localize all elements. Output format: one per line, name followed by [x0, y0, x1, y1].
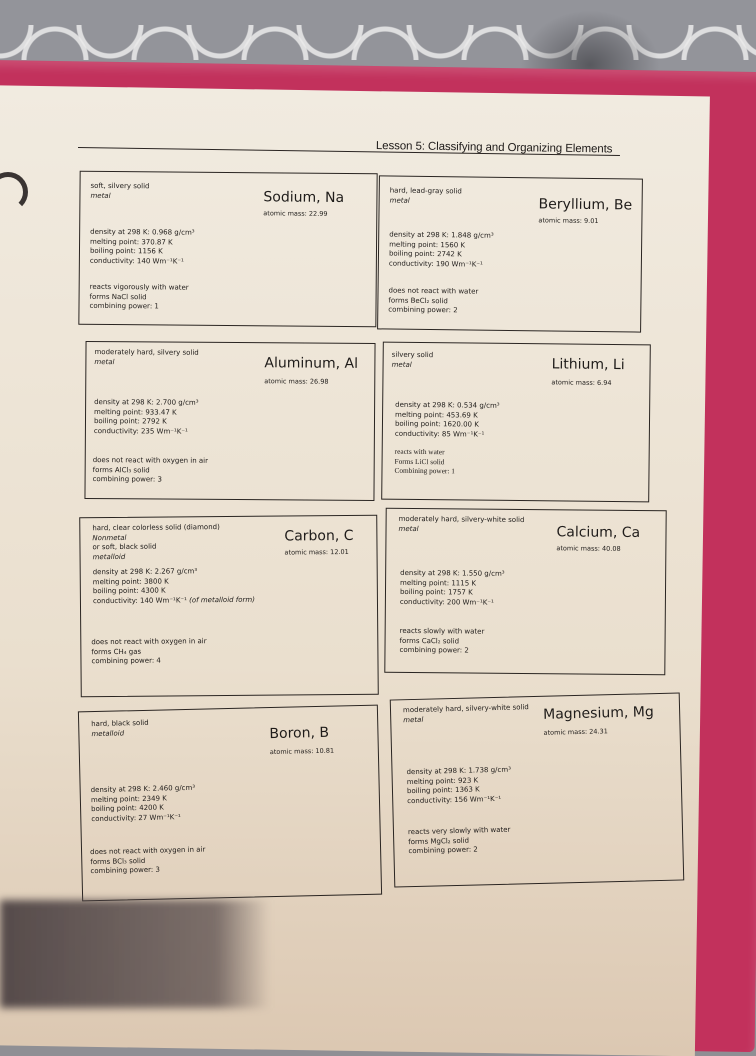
element-name: Aluminum, Al [264, 355, 359, 372]
appearance: hard, black solid [91, 718, 149, 729]
compound: forms AlCl₃ solid [92, 465, 150, 475]
boiling-point: boiling point: 1757 K [399, 588, 473, 597]
appearance: moderately hard, silvery-white solid [402, 703, 529, 715]
element-card-calcium [384, 508, 666, 675]
atomic-mass: atomic mass: 10.81 [269, 746, 335, 757]
classification: metalloid [91, 728, 125, 738]
conductivity: conductivity: 190 Wm⁻¹K⁻¹ [388, 259, 483, 269]
reactivity: reacts with water [394, 446, 445, 457]
density: density at 298 K: 1.550 g/cm³ [400, 568, 505, 578]
element-card-magnesium [390, 692, 685, 887]
physical-properties [395, 401, 500, 440]
element-name: Magnesium, Mg [542, 704, 654, 723]
density: density at 298 K: 1.738 g/cm³ [406, 765, 512, 777]
element-card-beryllium [377, 175, 643, 332]
melting-point: melting point: 1115 K [400, 578, 477, 588]
element-name: Calcium, Ca [556, 524, 641, 541]
physical-properties [90, 228, 195, 267]
atomic-mass: atomic mass: 12.01 [284, 547, 349, 557]
reactivity: does not react with water [388, 286, 479, 296]
boiling-point: boiling point: 4200 K [91, 803, 164, 814]
chemical-properties [90, 846, 206, 877]
compound: forms NaCl solid [89, 292, 147, 301]
chemical-properties [408, 826, 511, 857]
density: density at 298 K: 2.460 g/cm³ [90, 783, 196, 795]
combining-power: combining power: 2 [388, 305, 458, 315]
physical-properties [400, 569, 505, 608]
conductivity: conductivity: 27 Wm⁻¹K⁻¹ [91, 812, 181, 823]
appearance: silvery solid [391, 350, 434, 360]
combining-power: Combining power: 1 [394, 465, 455, 476]
appearance: hard, clear colorless solid (diamond) [92, 523, 220, 533]
physical-properties [389, 231, 494, 271]
card-description [392, 351, 434, 371]
melting-point: melting point: 3800 K [92, 577, 169, 586]
element-name: Lithium, Li [551, 356, 625, 374]
classification: Nonmetal [92, 533, 127, 542]
boiling-point: boiling point: 4300 K [92, 586, 166, 596]
classification-alt: metalloid [92, 552, 126, 561]
appearance-alt: or soft, black solid [92, 542, 157, 552]
atomic-mass: atomic mass: 24.31 [543, 727, 608, 737]
classification: metal [90, 191, 111, 200]
element-name: Carbon, C [284, 527, 354, 545]
page-title: Lesson 5: Classifying and Organizing Elements [375, 140, 613, 156]
chemical-properties [91, 637, 207, 667]
chemical-properties [394, 447, 455, 476]
combining-power: combining power: 1 [89, 301, 159, 311]
card-description [94, 348, 198, 368]
compound: Forms LiCl solid [394, 456, 445, 466]
chemical-properties [89, 283, 188, 313]
physical-properties [94, 398, 199, 437]
chemical-properties [388, 287, 478, 317]
reactivity: reacts slowly with water [399, 626, 485, 636]
boiling-point: boiling point: 1620.00 K [394, 419, 479, 429]
physical-properties [406, 766, 511, 807]
classification: metal [398, 524, 419, 533]
conductivity: conductivity: 156 Wm⁻¹K⁻¹ [407, 794, 502, 805]
classification: metal [389, 196, 410, 205]
appearance: soft, silvery solid [90, 181, 150, 191]
hand-shadow [0, 900, 270, 1008]
element-name: Beryllium, Be [538, 196, 633, 214]
atomic-mass: atomic mass: 6.94 [551, 378, 612, 387]
card-description [92, 523, 220, 562]
density: density at 298 K: 0.534 g/cm³ [395, 400, 500, 410]
reactivity: does not react with oxygen in air [89, 845, 206, 857]
reactivity: does not react with oxygen in air [91, 637, 207, 647]
element-card-lithium [381, 342, 651, 503]
conductivity: conductivity: 140 Wm⁻¹K⁻¹ [92, 596, 187, 605]
card-description [390, 187, 462, 207]
chemical-properties [93, 456, 208, 486]
classification: metal [391, 360, 412, 369]
compound: forms BCl₃ solid [90, 856, 146, 866]
combining-power: combining power: 3 [90, 865, 160, 876]
conductivity: conductivity: 235 Wm⁻¹K⁻¹ [93, 426, 188, 436]
element-name: Sodium, Na [263, 189, 345, 207]
conductivity: conductivity: 200 Wm⁻¹K⁻¹ [399, 597, 494, 607]
reactivity: reacts vigorously with water [89, 282, 189, 292]
boiling-point: boiling point: 2742 K [388, 249, 462, 259]
compound: forms MgCl₂ solid [408, 836, 470, 846]
element-name: Boron, B [269, 724, 330, 743]
melting-point: melting point: 1560 K [389, 240, 466, 250]
melting-point: melting point: 933.47 K [94, 407, 177, 417]
reactivity: does not react with oxygen in air [92, 456, 209, 465]
card-description [91, 719, 149, 739]
appearance: hard, lead-gray solid [389, 186, 462, 196]
element-card-sodium [78, 171, 377, 328]
appearance: moderately hard, silvery-white solid [398, 514, 525, 524]
melting-point: melting point: 2349 K [90, 794, 167, 804]
boiling-point: boiling point: 1363 K [406, 785, 480, 796]
atomic-mass: atomic mass: 40.08 [556, 544, 621, 553]
atomic-mass: atomic mass: 9.01 [538, 216, 599, 226]
density: density at 298 K: 1.848 g/cm³ [389, 230, 494, 240]
combining-power: combining power: 4 [91, 656, 161, 666]
melting-point: melting point: 923 K [406, 776, 479, 786]
physical-properties [93, 567, 255, 607]
element-card-carbon [79, 515, 379, 698]
atomic-mass: atomic mass: 22.99 [263, 209, 328, 218]
combining-power: combining power: 2 [399, 646, 469, 655]
density: density at 298 K: 0.968 g/cm³ [90, 227, 195, 237]
density: density at 298 K: 2.267 g/cm³ [92, 567, 198, 577]
boiling-point: boiling point: 1156 K [89, 246, 163, 256]
card-description [398, 515, 524, 535]
conductivity: conductivity: 85 Wm⁻¹K⁻¹ [394, 429, 485, 439]
conductivity-row [93, 596, 255, 607]
appearance: moderately hard, silvery solid [94, 348, 199, 357]
compound: forms CH₄ gas [91, 647, 142, 656]
reactivity: reacts very slowly with water [407, 825, 511, 837]
card-description [90, 182, 149, 202]
combining-power: combining power: 3 [92, 475, 162, 484]
atomic-mass: atomic mass: 26.98 [264, 377, 329, 386]
density: density at 298 K: 2.700 g/cm³ [94, 398, 199, 407]
melting-point: melting point: 453.69 K [395, 410, 478, 420]
combining-power: combining power: 2 [408, 845, 478, 856]
conductivity: conductivity: 140 Wm⁻¹K⁻¹ [89, 256, 184, 266]
physical-properties [91, 784, 196, 825]
boiling-point: boiling point: 2792 K [93, 417, 167, 426]
compound: forms CaCl₂ solid [399, 636, 460, 646]
classification: metal [94, 357, 115, 366]
melting-point: melting point: 370.87 K [90, 237, 173, 247]
chemical-properties [399, 627, 484, 657]
card-description [403, 703, 529, 725]
classification: metal [403, 715, 424, 724]
conductivity-note: (of metalloid form) [189, 595, 255, 605]
element-card-boron [78, 705, 382, 902]
compound: forms BeCl₂ solid [388, 296, 448, 305]
element-card-aluminum [84, 341, 375, 501]
